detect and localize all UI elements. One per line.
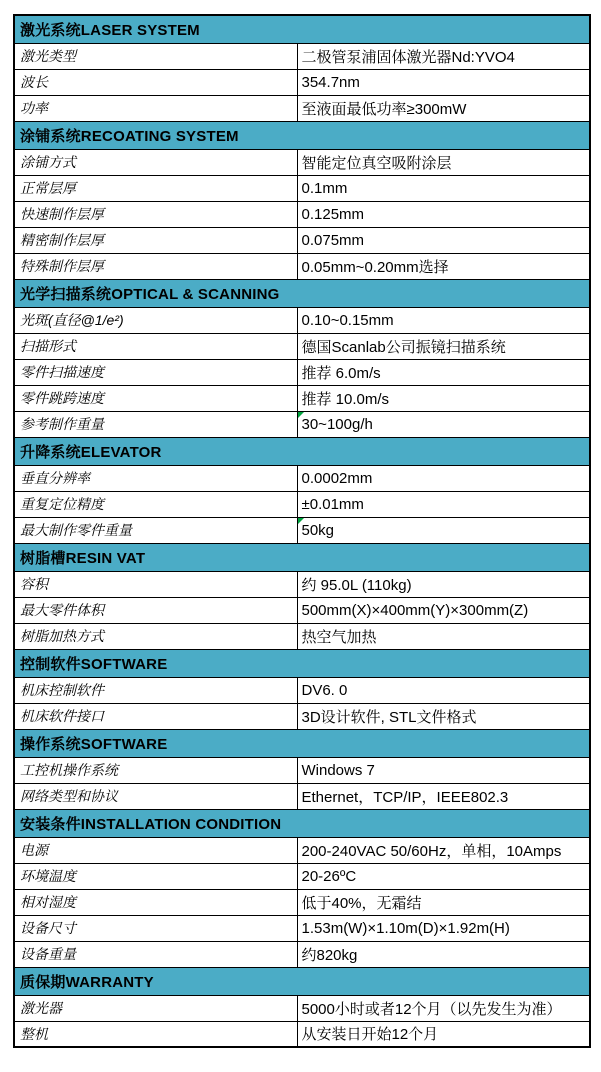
spec-label: 电源 xyxy=(14,837,297,863)
spec-label: 功率 xyxy=(14,95,297,121)
spec-value-flagged: 50kg xyxy=(297,517,590,543)
spec-row xyxy=(14,889,590,915)
spec-value: 3D设计软件, STL文件格式 xyxy=(297,703,590,729)
spec-row xyxy=(14,915,590,941)
spec-row xyxy=(14,571,590,597)
section-header-row xyxy=(14,543,590,571)
spec-row xyxy=(14,757,590,783)
spec-value: 从安装日开始12个月 xyxy=(297,1021,590,1047)
spec-row xyxy=(14,995,590,1021)
spec-value: 至液面最低功率≥300mW xyxy=(297,95,590,121)
section-header-row xyxy=(14,15,590,43)
spec-table xyxy=(13,14,591,1048)
spec-value: 200-240VAC 50/60Hz，单相，10Amps xyxy=(297,837,590,863)
spec-value: 354.7nm xyxy=(297,69,590,95)
spec-label: 重复定位精度 xyxy=(14,491,297,517)
spec-label: 特殊制作层厚 xyxy=(14,253,297,279)
section-header-row xyxy=(14,809,590,837)
section-header-row xyxy=(14,649,590,677)
spec-value: 热空气加热 xyxy=(297,623,590,649)
spec-row xyxy=(14,307,590,333)
section-header: 树脂槽RESIN VAT xyxy=(14,543,590,571)
spec-label: 扫描形式 xyxy=(14,333,297,359)
spec-label: 容积 xyxy=(14,571,297,597)
spec-row xyxy=(14,95,590,121)
spec-label: 快速制作层厚 xyxy=(14,201,297,227)
spec-value: Ethernet，TCP/IP，IEEE802.3 xyxy=(297,783,590,809)
spec-row xyxy=(14,69,590,95)
spec-value: Windows 7 xyxy=(297,757,590,783)
spec-value: 0.10~0.15mm xyxy=(297,307,590,333)
spec-row xyxy=(14,201,590,227)
spec-label: 相对湿度 xyxy=(14,889,297,915)
spec-label: 零件跳跨速度 xyxy=(14,385,297,411)
section-header: 操作系统SOFTWARE xyxy=(14,729,590,757)
spec-value: 推荐 10.0m/s xyxy=(297,385,590,411)
spec-row xyxy=(14,517,590,543)
section-header-row xyxy=(14,437,590,465)
spec-value: 推荐 6.0m/s xyxy=(297,359,590,385)
spec-value: 0.05mm~0.20mm选择 xyxy=(297,253,590,279)
spec-label: 激光类型 xyxy=(14,43,297,69)
spec-row xyxy=(14,253,590,279)
spec-value: 0.1mm xyxy=(297,175,590,201)
section-header: 光学扫描系统OPTICAL & SCANNING xyxy=(14,279,590,307)
spec-value: 德国Scanlab公司振镜扫描系统 xyxy=(297,333,590,359)
spec-value: 0.075mm xyxy=(297,227,590,253)
spec-label: 网络类型和协议 xyxy=(14,783,297,809)
spec-label: 机床控制软件 xyxy=(14,677,297,703)
section-header: 控制软件SOFTWARE xyxy=(14,649,590,677)
spec-value: 约820kg xyxy=(297,941,590,967)
section-header: 质保期WARRANTY xyxy=(14,967,590,995)
spec-row xyxy=(14,597,590,623)
spec-label: 涂铺方式 xyxy=(14,149,297,175)
spec-value: 20-26ºC xyxy=(297,863,590,889)
spec-row xyxy=(14,359,590,385)
spec-row xyxy=(14,333,590,359)
spec-table-body xyxy=(14,15,590,1047)
spec-row xyxy=(14,465,590,491)
spec-row xyxy=(14,149,590,175)
spec-label: 最大制作零件重量 xyxy=(14,517,297,543)
section-header: 激光系统LASER SYSTEM xyxy=(14,15,590,43)
spec-value: 约 95.0L (110kg) xyxy=(297,571,590,597)
spec-row xyxy=(14,1021,590,1047)
section-header: 升降系统ELEVATOR xyxy=(14,437,590,465)
spec-label: 环境温度 xyxy=(14,863,297,889)
section-header-row xyxy=(14,121,590,149)
spec-row xyxy=(14,703,590,729)
spec-value: 5000小时或者12个月（以先发生为准） xyxy=(297,995,590,1021)
spec-value: 1.53m(W)×1.10m(D)×1.92m(H) xyxy=(297,915,590,941)
spec-label: 设备重量 xyxy=(14,941,297,967)
spec-value: ±0.01mm xyxy=(297,491,590,517)
spec-value: DV6. 0 xyxy=(297,677,590,703)
section-header: 涂铺系统RECOATING SYSTEM xyxy=(14,121,590,149)
spec-row xyxy=(14,175,590,201)
spec-row xyxy=(14,837,590,863)
section-header-row xyxy=(14,729,590,757)
spec-row xyxy=(14,43,590,69)
spec-label: 零件扫描速度 xyxy=(14,359,297,385)
spec-value: 智能定位真空吸附涂层 xyxy=(297,149,590,175)
spec-label: 机床软件接口 xyxy=(14,703,297,729)
spec-label: 激光器 xyxy=(14,995,297,1021)
spec-label: 工控机操作系统 xyxy=(14,757,297,783)
spec-label: 树脂加热方式 xyxy=(14,623,297,649)
section-header-row xyxy=(14,279,590,307)
spec-label: 参考制作重量 xyxy=(14,411,297,437)
spec-label: 光斑(直径@1/e²) xyxy=(14,307,297,333)
spec-row xyxy=(14,623,590,649)
spec-value: 0.125mm xyxy=(297,201,590,227)
spec-value: 二极管泵浦固体激光器Nd:YVO4 xyxy=(297,43,590,69)
spec-label: 垂直分辨率 xyxy=(14,465,297,491)
spec-label: 最大零件体积 xyxy=(14,597,297,623)
spec-row xyxy=(14,491,590,517)
spec-label: 整机 xyxy=(14,1021,297,1047)
spec-label: 设备尺寸 xyxy=(14,915,297,941)
spec-value-flagged: 30~100g/h xyxy=(297,411,590,437)
spec-row xyxy=(14,677,590,703)
spec-value: 500mm(X)×400mm(Y)×300mm(Z) xyxy=(297,597,590,623)
spec-label: 正常层厚 xyxy=(14,175,297,201)
spec-value: 低于40%，无霜结 xyxy=(297,889,590,915)
spec-row xyxy=(14,227,590,253)
spec-label: 精密制作层厚 xyxy=(14,227,297,253)
spec-row xyxy=(14,941,590,967)
spec-row xyxy=(14,411,590,437)
spec-row xyxy=(14,863,590,889)
section-header: 安装条件INSTALLATION CONDITION xyxy=(14,809,590,837)
spec-row xyxy=(14,783,590,809)
section-header-row xyxy=(14,967,590,995)
spec-label: 波长 xyxy=(14,69,297,95)
spec-row xyxy=(14,385,590,411)
spec-value: 0.0002mm xyxy=(297,465,590,491)
